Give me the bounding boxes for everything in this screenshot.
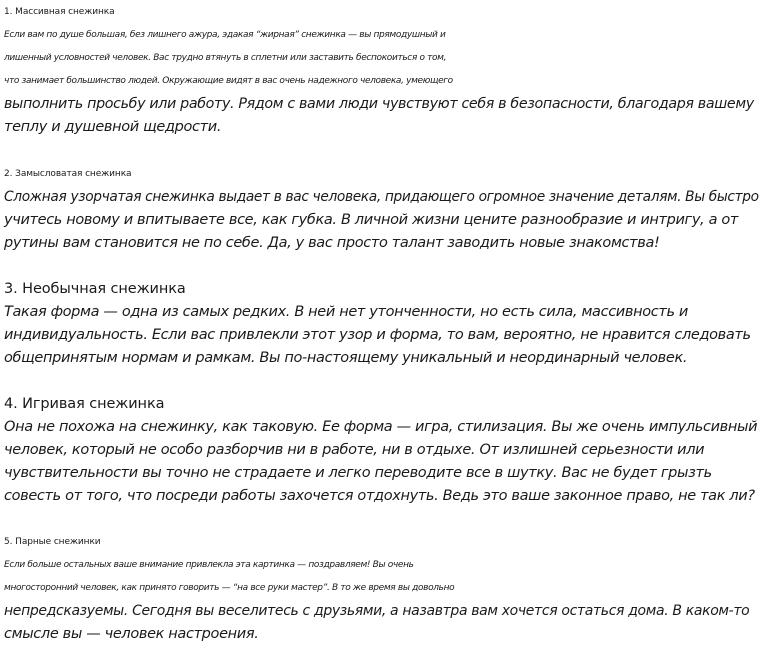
paragraph-line: теплу и душевной щедрости. xyxy=(4,119,222,135)
section-heading: 4. Игривая снежинка xyxy=(4,396,165,412)
paragraph-line: Она не похожа на снежинку, как таковую. Ее форма — игра, стилизация. Вы же очень импульсивный xyxy=(4,419,758,435)
section-unusual-snowflake xyxy=(4,278,751,370)
paragraph-line: Если больше остальных ваше внимание привлекла эта картинка — поздравляем! Вы очень xyxy=(4,560,414,570)
paragraph-line: многосторонний человек, как принято говорить — “на все руки мастер”. В то же время вы довольно xyxy=(4,583,455,593)
section-heading: 5. Парные снежинки xyxy=(4,537,101,547)
paragraph-line: совесть от того, что посреди работы захочется отдохнуть. Ведь это ваше законное право, не так ли? xyxy=(4,488,755,504)
paragraph-line: выполнить просьбу или работу. Рядом с вами люди чувствуют себя в безопасности, благодаря вашему xyxy=(4,96,754,112)
paragraph-line: Такая форма — одна из самых редких. В ней нет утонченности, но есть сила, массивность и xyxy=(4,304,688,320)
paragraph-line: что занимает большинство людей. Окружающие видят в вас очень надежного человека, умеющего xyxy=(4,76,453,86)
section-playful-snowflake xyxy=(4,393,757,508)
paragraph-line: непредсказуемы. Сегодня вы веселитесь с друзьями, а назавтра вам хочется остаться дома. В каком-то xyxy=(4,603,750,619)
section-heading: 1. Массивная снежинка xyxy=(4,7,115,17)
paragraph-line: смысле вы — человек настроения. xyxy=(4,626,259,642)
section-intricate-snowflake xyxy=(4,163,759,255)
paragraph-line: человек, который не особо разборчив ни в работе, ни в отдыхе. От излишней серьезности или xyxy=(4,442,705,458)
paragraph-line: чувствительности вы точно не страдаете и легко переводите все в шутку. Вас не будет грызть xyxy=(4,465,712,481)
paragraph-line: Если вам по душе большая, без лишнего ажура, эдакая “жирная” снежинка — вы прямодушный и xyxy=(4,30,446,40)
section-massive-snowflake xyxy=(4,1,754,139)
paragraph-line: лишенный условностей человек. Вас трудно втянуть в сплетни или заставить беспокоиться о том, xyxy=(4,53,447,63)
section-heading: 2. Замысловатая снежинка xyxy=(4,169,132,179)
paragraph-line: учитесь новому и впитываете все, как губка. В личной жизни цените разнообразие и интригу, а от xyxy=(4,212,738,228)
paragraph-line: общепринятым нормам и рамкам. Вы по-настоящему уникальный и неординарный человек. xyxy=(4,350,688,366)
section-heading: 3. Необычная снежинка xyxy=(4,281,186,297)
paragraph-line: Сложная узорчатая снежинка выдает в вас человека, придающего огромное значение деталям. Вы быстро xyxy=(4,189,759,205)
section-paired-snowflakes xyxy=(4,531,749,646)
paragraph-line: рутины вам становится не по себе. Да, у вас просто талант заводить новые знакомства! xyxy=(4,235,660,251)
paragraph-line: индивидуальность. Если вас привлекли этот узор и форма, то вам, вероятно, не нравится следовать xyxy=(4,327,751,343)
